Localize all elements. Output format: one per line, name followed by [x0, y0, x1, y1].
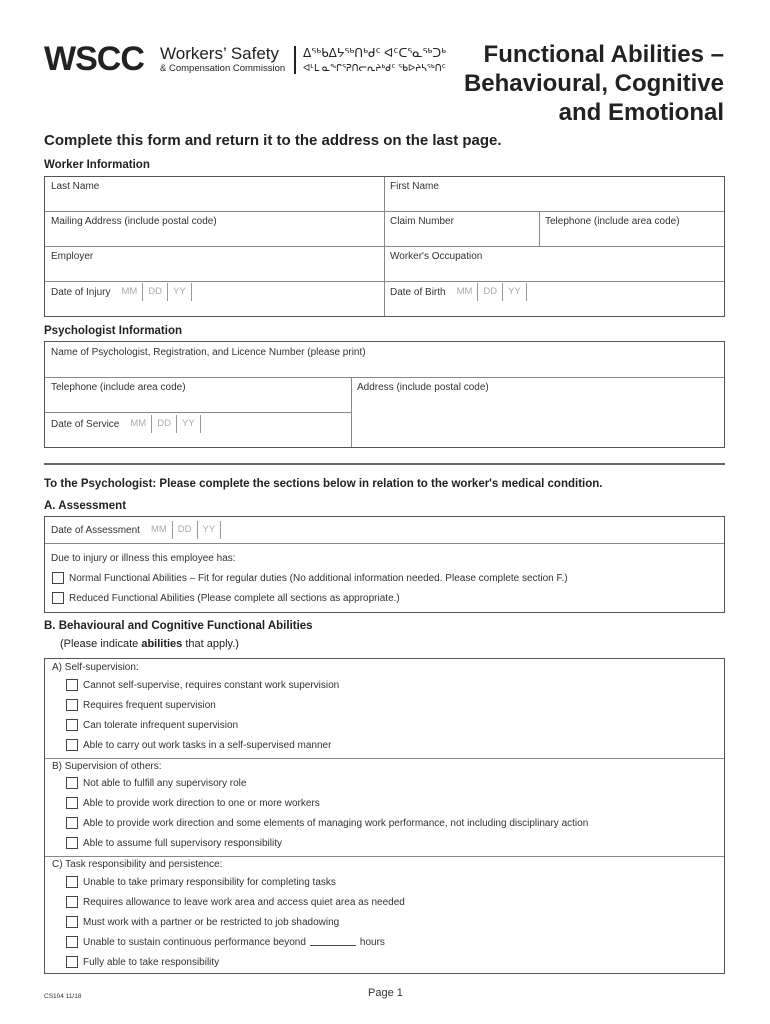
- date-of-injury-input[interactable]: MM DD YY: [116, 283, 191, 301]
- wscc-logo: WSCC: [44, 40, 144, 78]
- checkbox[interactable]: [52, 592, 64, 604]
- form-title: [464, 40, 724, 127]
- occupation-field[interactable]: Worker's Occupation: [390, 251, 483, 262]
- checkbox[interactable]: [52, 572, 64, 584]
- self-supervision-option[interactable]: Able to carry out work tasks in a self-supervised manner: [66, 739, 331, 751]
- date-of-service-label: Date of Service: [51, 418, 120, 430]
- section-b-heading: B. Behavioural and Cognitive Functional Abilities: [44, 620, 313, 632]
- date-of-birth-input[interactable]: MM DD YY: [452, 283, 527, 301]
- task-responsibility-option[interactable]: Unable to sustain continuous performance beyond hours: [66, 936, 385, 948]
- to-psychologist-instruction: To the Psychologist: Please complete the sections below in relation to the worker's medical condition.: [44, 478, 603, 490]
- psychologist-telephone-field[interactable]: Telephone (include area code): [51, 382, 186, 393]
- form-title-line2: Behavioural, Cognitive: [463, 70, 724, 97]
- self-supervision-option[interactable]: Can tolerate infrequent supervision: [66, 719, 238, 731]
- self-supervision-title: A) Self-supervision:: [52, 662, 139, 673]
- supervision-others-option[interactable]: Not able to fulfill any supervisory role: [66, 777, 246, 789]
- first-name-field[interactable]: First Name: [390, 181, 439, 192]
- worker-telephone-field[interactable]: Telephone (include area code): [545, 216, 680, 227]
- form-instruction: Complete this form and return it to the address on the last page.: [44, 132, 502, 149]
- date-of-birth-field[interactable]: [385, 279, 532, 305]
- task-responsibility-option[interactable]: Unable to take primary responsibility for completing tasks: [66, 876, 336, 888]
- supervision-others-option[interactable]: Able to provide work direction and some elements of managing work performance, not including disciplinary action: [66, 817, 588, 829]
- org-subname: & Compensation Commission: [160, 63, 286, 74]
- employer-field[interactable]: Employer: [51, 251, 94, 262]
- hours-label: hours: [359, 936, 385, 948]
- date-of-service-field[interactable]: [46, 411, 206, 437]
- worker-info-heading: Worker Information: [44, 159, 150, 171]
- form-title-line1: Functional Abilities –: [483, 41, 724, 68]
- option-normal-abilities[interactable]: Normal Functional Abilities – Fit for regular duties (No additional information needed. Please complete section F.): [52, 572, 568, 584]
- org-subname-inuktitut: ᐊᒻᒪ ᓇᖏᕐᕈᑎᓕᕆᔨᒃᑯᑦ ᖃᐅᔨᓴᖅᑎᑦ: [303, 63, 446, 74]
- supervision-others-option[interactable]: Able to assume full supervisory responsibility: [66, 837, 282, 849]
- psychologist-name-field[interactable]: Name of Psychologist, Registration, and Licence Number (please print): [51, 347, 366, 358]
- org-name: Workers’ Safety: [160, 44, 280, 63]
- option-reduced-abilities[interactable]: Reduced Functional Abilities (Please complete all sections as appropriate.): [52, 592, 400, 604]
- date-of-birth-label: Date of Birth: [390, 286, 446, 298]
- assessment-heading: A. Assessment: [44, 500, 127, 512]
- mailing-address-field[interactable]: Mailing Address (include postal code): [51, 216, 217, 227]
- form-title-line3: and Emotional: [558, 99, 724, 126]
- section-b-subheading: (Please indicate abilities that apply.): [60, 638, 239, 650]
- logo-divider: [294, 46, 296, 74]
- self-supervision-option[interactable]: Requires frequent supervision: [66, 699, 216, 711]
- form-code: CS104 11/18: [44, 993, 82, 1000]
- due-to-label: Due to injury or illness this employee has:: [51, 553, 236, 564]
- date-of-injury-label: Date of Injury: [51, 286, 111, 298]
- section-b-table: [44, 658, 725, 974]
- self-supervision-option[interactable]: Cannot self-supervise, requires constant work supervision: [66, 679, 339, 691]
- task-responsibility-option[interactable]: Requires allowance to leave work area and access quiet area as needed: [66, 896, 405, 908]
- supervision-others-option[interactable]: Able to provide work direction to one or more workers: [66, 797, 320, 809]
- date-of-injury-field[interactable]: [46, 279, 197, 305]
- supervision-others-title: B) Supervision of others:: [52, 761, 162, 772]
- page-number: Page 1: [368, 987, 403, 999]
- psychologist-info-table: [44, 341, 725, 448]
- assessment-table: [44, 516, 725, 613]
- date-of-service-input[interactable]: MM DD YY: [125, 415, 200, 433]
- psychologist-address-field[interactable]: Address (include postal code): [357, 382, 489, 393]
- task-responsibility-option[interactable]: Fully able to take responsibility: [66, 956, 219, 968]
- task-responsibility-option[interactable]: Must work with a partner or be restricted to job shadowing: [66, 916, 339, 928]
- task-responsibility-title: C) Task responsibility and persistence:: [52, 859, 223, 870]
- date-of-assessment-label: Date of Assessment: [51, 524, 140, 536]
- section-divider: [44, 463, 725, 465]
- claim-number-field[interactable]: Claim Number: [390, 216, 454, 227]
- psychologist-info-heading: Psychologist Information: [44, 325, 183, 337]
- date-of-assessment-input[interactable]: MM DD YY: [146, 521, 221, 539]
- hours-blank-input[interactable]: [310, 938, 356, 946]
- last-name-field[interactable]: Last Name: [51, 181, 100, 192]
- org-name-inuktitut: ᐃᖅᑲᐃᔭᖅᑎᒃᑯᑦ ᐊᑦᑕᕐᓇᖅᑐᒃ: [303, 46, 447, 60]
- date-of-assessment-field[interactable]: [46, 517, 226, 543]
- worker-info-table: [44, 176, 725, 317]
